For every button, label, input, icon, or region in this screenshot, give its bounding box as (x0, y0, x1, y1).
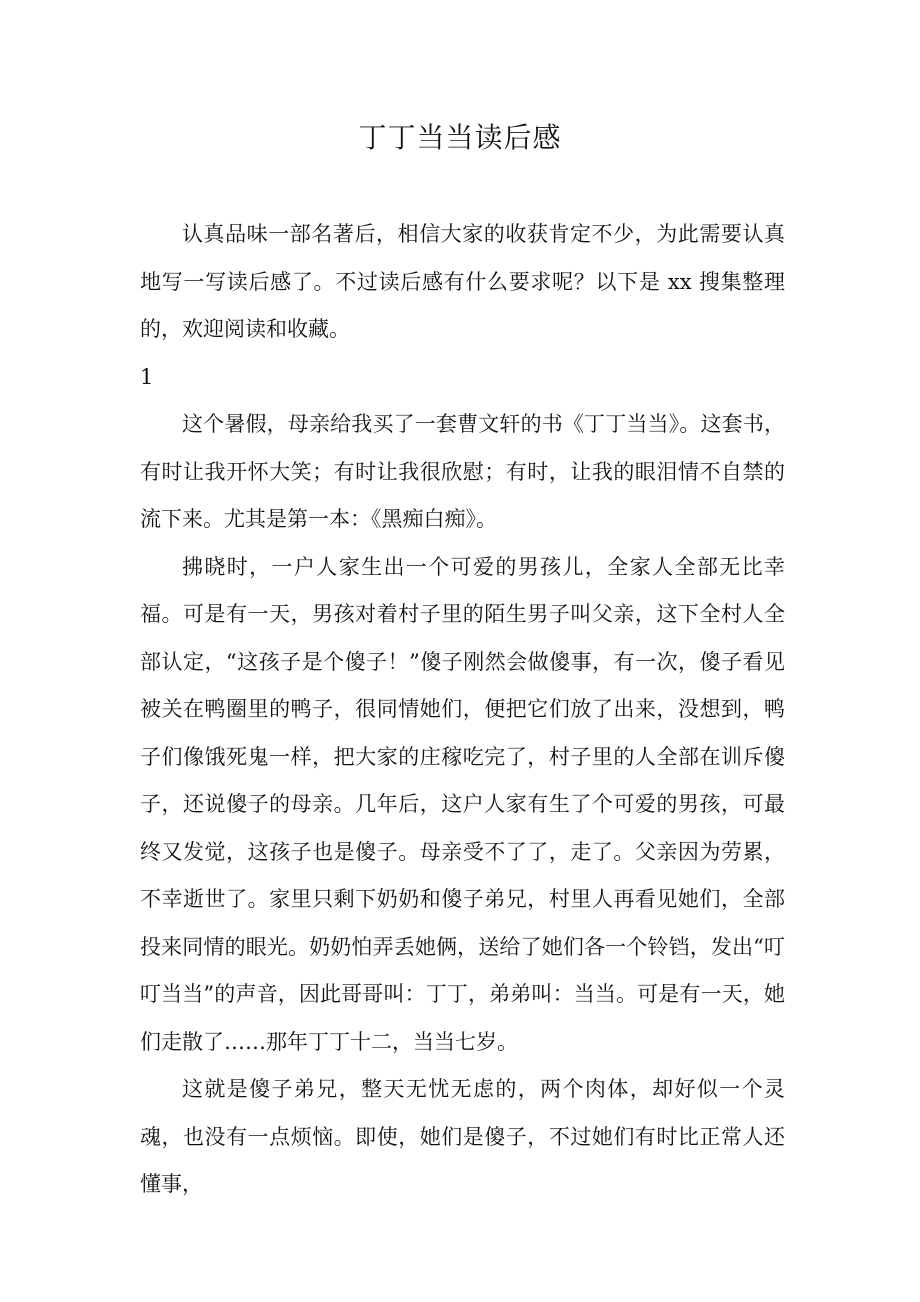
document-title: 丁丁当当读后感 (358, 121, 562, 154)
paragraph-intro: 认真品味一部名著后，相信大家的收获肯定不少，为此需要认真地写一写读后感了。不过读后感有什么要求呢？以下是 xx 搜集整理的，欢迎阅读和收藏。 (140, 222, 785, 341)
paragraph-summer: 这个暑假，母亲给我买了一套曹文轩的书《丁丁当当》。这套书，有时让我开怀大笑；有时让我很欣慰；有时，让我的眼泪情不自禁的流下来。尤其是第一本：《黑痴白痴》。 (140, 412, 785, 531)
paragraph-story: 拂晓时，一户人家生出一个可爱的男孩儿，全家人全部无比幸福。可是有一天，男孩对着村子里的陌生男子叫父亲，这下全村人全部认定，“这孩子是个傻子！”傻子刚然会做傻事，有一次，傻子看见被关在鸭圈里的鸭子，很同情她们，便把它们放了出来，没想到，鸭子们像饿死鬼一样，把大家的庄稼吃完了，村子里的人全部在训斥傻子，还说傻子的母亲。几年后，这户人家有生了个可爱的男孩，可最终又发觉，这孩子也是傻子。母亲受不了了，走了。父亲因为劳累，不幸逝世了。家里只剩下奶奶和傻子弟兄，村里人再看见她们，全部投来同情的眼光。奶奶怕弄丢她俩，送给了她们各一个铃铛，发出“叮叮当当”的声音，因此哥哥叫：丁丁，弟弟叫：当当。可是有一天，她们走散了……那年丁丁十二，当当七岁。 (140, 554, 785, 1054)
section-number: 1 (140, 364, 154, 389)
document-body (140, 211, 785, 1209)
paragraph-brothers: 这就是傻子弟兄，整天无忧无虑的，两个肉体，却好似一个灵魂，也没有一点烦恼。即使，她们是傻子，不过她们有时比正常人还懂事， (140, 1077, 785, 1196)
